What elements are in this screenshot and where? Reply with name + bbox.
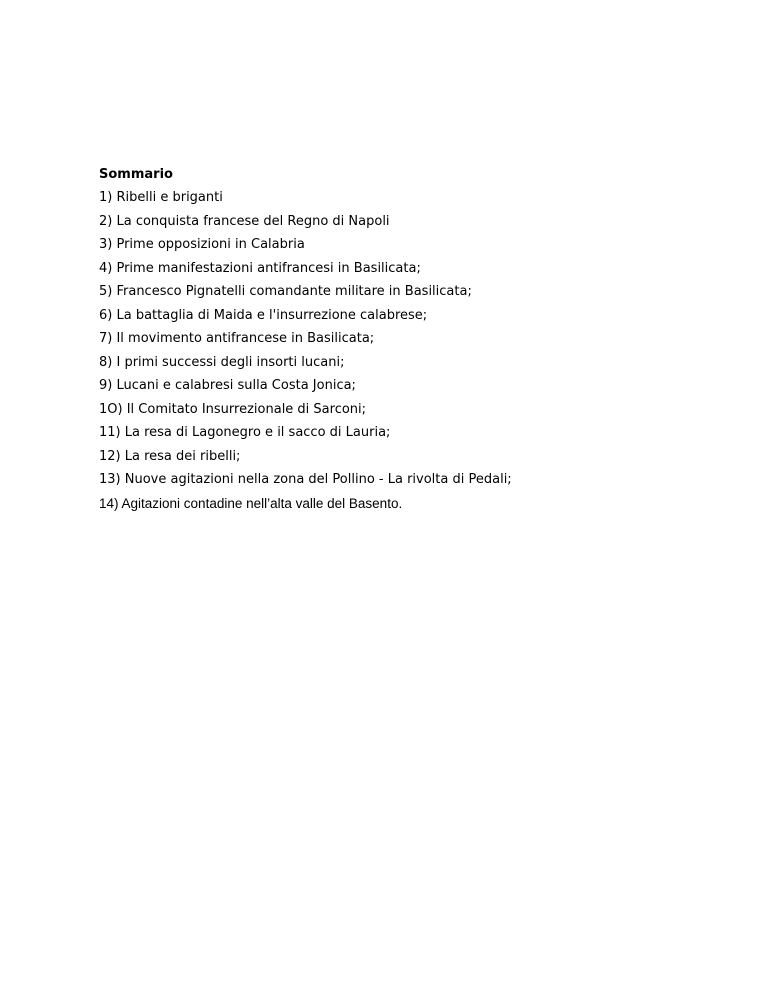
toc-item: 8) I primi successi degli insorti lucani; bbox=[99, 354, 345, 370]
toc-list bbox=[99, 186, 719, 515]
toc-item: 5) Francesco Pignatelli comandante militare in Basilicata; bbox=[99, 284, 472, 299]
toc-item: 9) Lucani e calabresi sulla Costa Jonica; bbox=[99, 378, 356, 393]
toc-item: 11) La resa di Lagonegro e il sacco di Lauria; bbox=[99, 425, 391, 440]
table-of-contents bbox=[99, 163, 719, 515]
toc-item: 7) Il movimento antifrancese in Basilicata; bbox=[99, 331, 375, 346]
toc-item: 13) Nuove agitazioni nella zona del Pollino - La rivolta di Pedali; bbox=[99, 472, 512, 487]
toc-heading: Sommario bbox=[99, 167, 173, 182]
toc-item: 12) La resa dei ribelli; bbox=[99, 448, 241, 464]
toc-item: 1) Ribelli e briganti bbox=[99, 190, 223, 205]
toc-item: 6) La battaglia di Maida e l'insurrezione calabrese; bbox=[99, 307, 428, 323]
toc-item: 4) Prime manifestazioni antifrancesi in Basilicata; bbox=[99, 260, 421, 276]
toc-item: 14) Agitazioni contadine nell’alta valle del Basento. bbox=[99, 495, 403, 511]
toc-item: 3) Prime opposizioni in Calabria bbox=[99, 237, 305, 252]
toc-item: 1O) Il Comitato Insurrezionale di Sarconi; bbox=[99, 401, 367, 417]
toc-item: 2) La conquista francese del Regno di Napoli bbox=[99, 213, 390, 229]
